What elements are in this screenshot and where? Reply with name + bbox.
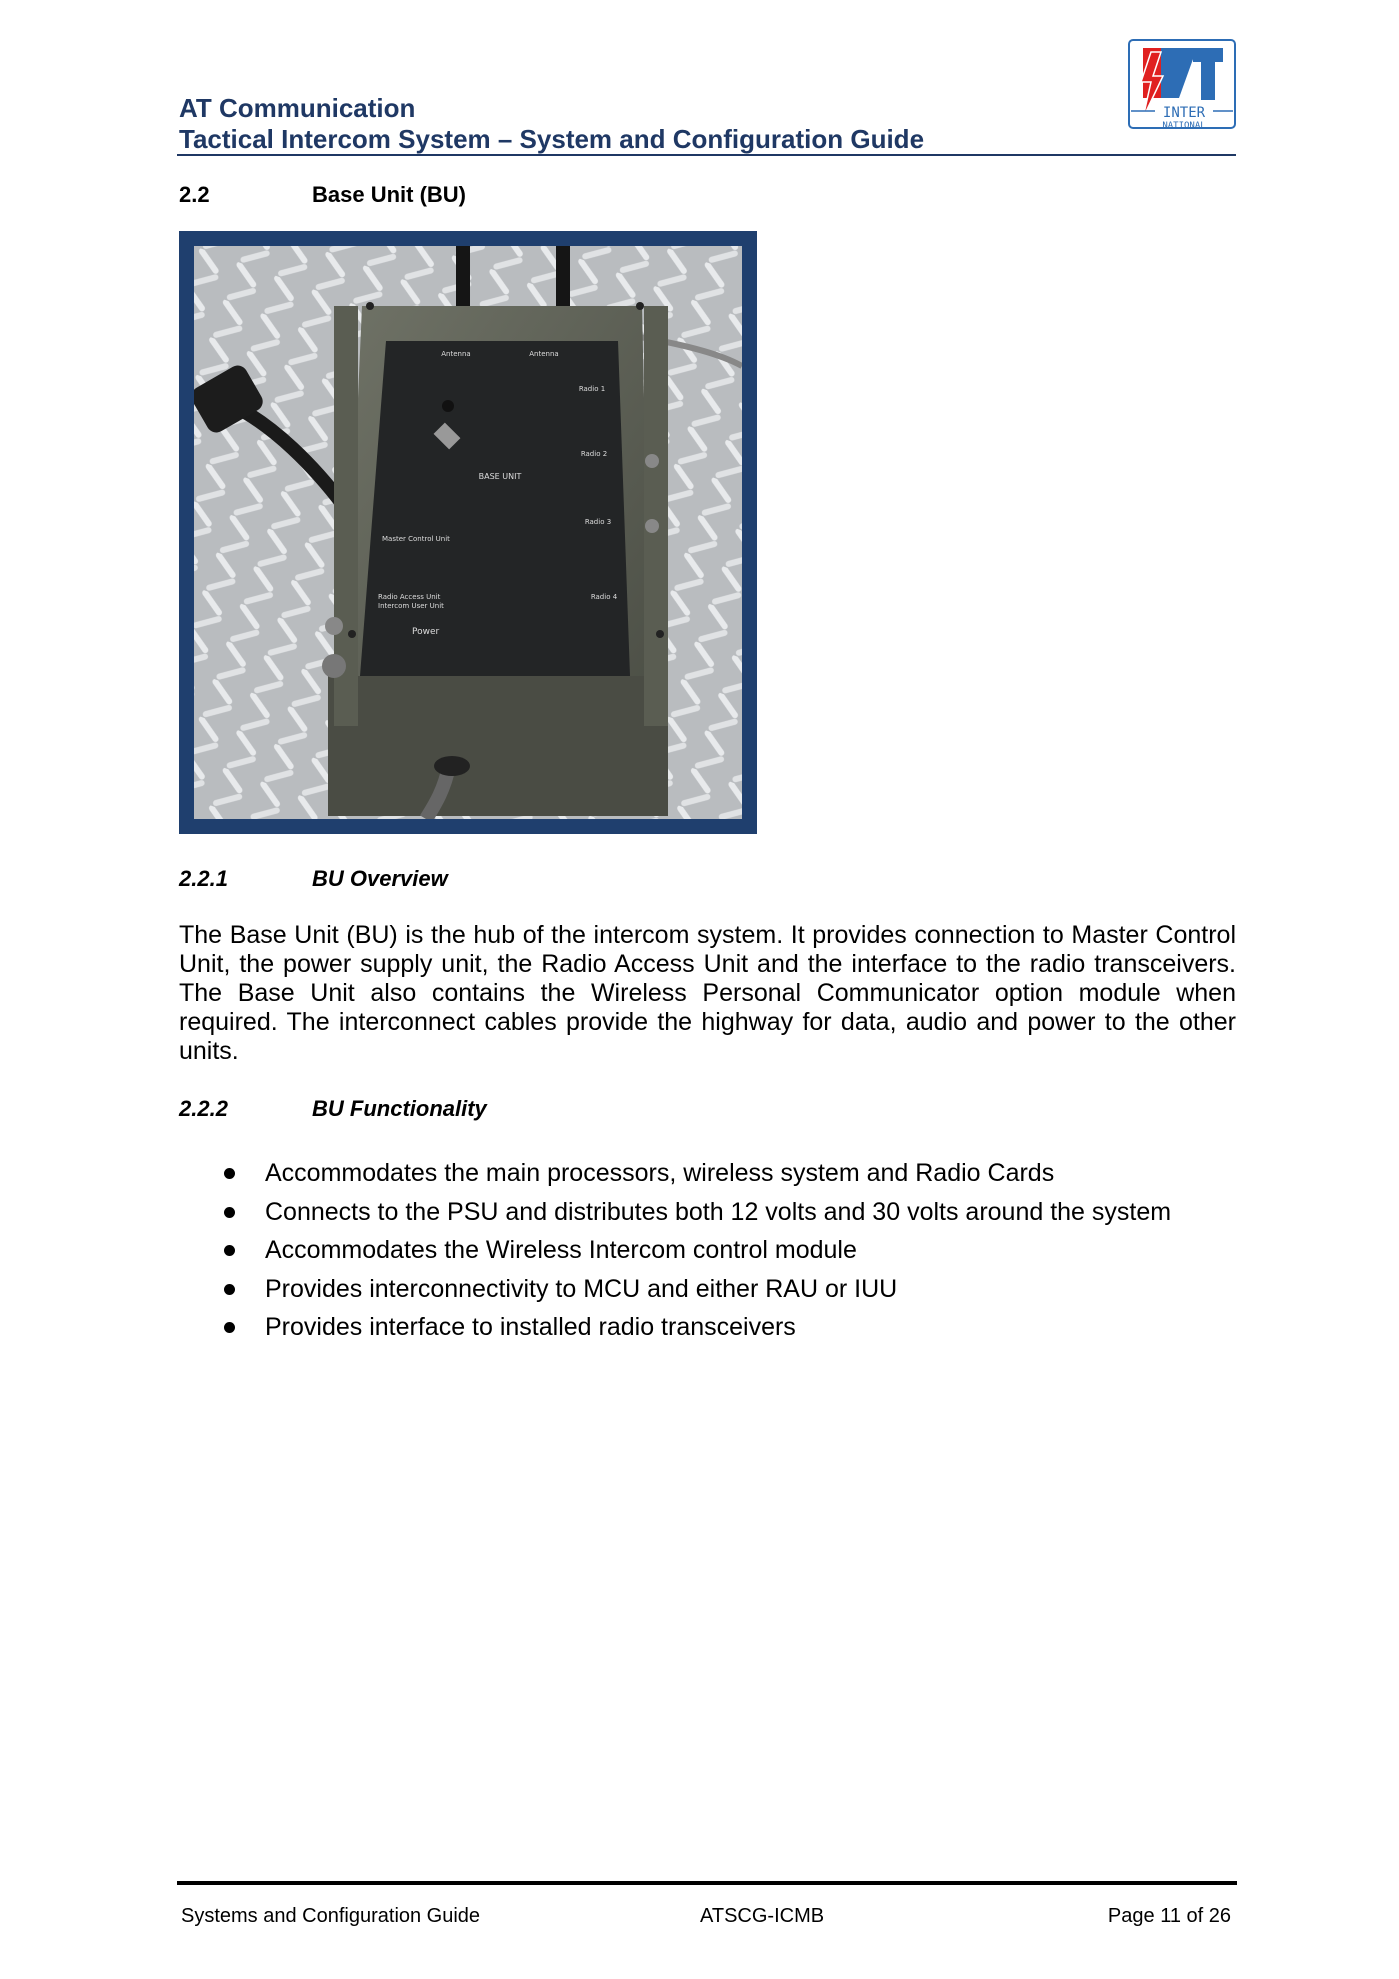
label-antenna-right: Antenna — [529, 350, 559, 358]
label-radio-access-unit: Radio Access Unit — [378, 593, 441, 601]
list-item: Provides interconnectivity to MCU and either RAU or IUU — [210, 1274, 1171, 1313]
base-unit-illustration — [194, 246, 742, 819]
label-antenna-left: Antenna — [441, 350, 471, 358]
header-rule — [177, 154, 1236, 156]
label-base-unit: BASE UNIT — [478, 472, 522, 481]
section-title: Base Unit (BU) — [312, 182, 467, 207]
overview-number: 2.2.1 — [179, 866, 228, 891]
list-item: Accommodates the main processors, wireless system and Radio Cards — [210, 1158, 1171, 1197]
list-item: Accommodates the Wireless Intercom control module — [210, 1235, 1171, 1274]
label-intercom-user-unit: Intercom User Unit — [378, 602, 444, 610]
bullet-icon — [224, 1245, 235, 1256]
logo-text-national: NATIONAL — [1162, 121, 1206, 131]
base-unit-photo-frame — [179, 231, 757, 834]
label-radio-2: Radio 2 — [580, 450, 608, 458]
footer-center: ATSCG-ICMB — [700, 1905, 825, 1927]
footer-left: Systems and Configuration Guide — [181, 1905, 481, 1927]
functionality-list — [210, 1158, 1171, 1351]
overview-paragraph: The Base Unit (BU) is the hub of the intercom system. It provides connection to Master Control Unit, the power supply unit, the Radio Access Unit and the interface to the radio transceivers. The Base Unit also contains the Wireless Personal Communicator option module when required. The interconnect cables provide the highway for data, audio and power to the other units. — [179, 921, 1236, 1065]
bullet-icon — [224, 1284, 235, 1295]
header-title: Tactical Intercom System – System and Configuration Guide — [179, 124, 925, 154]
label-power: Power — [412, 627, 440, 637]
bullet-icon — [224, 1207, 235, 1218]
section-number: 2.2 — [179, 182, 210, 207]
functionality-title: BU Functionality — [312, 1096, 487, 1121]
label-master-control-unit: Master Control Unit — [382, 535, 450, 543]
list-item: Connects to the PSU and distributes both 12 volts and 30 volts around the system — [210, 1197, 1171, 1236]
footer-page-number: Page 11 of 26 — [1107, 1905, 1231, 1927]
overview-title: BU Overview — [312, 866, 448, 891]
label-radio-1: Radio 1 — [578, 385, 606, 393]
list-item: Provides interface to installed radio transceivers — [210, 1312, 1171, 1351]
base-unit-photo — [194, 246, 742, 819]
bullet-icon — [224, 1322, 235, 1333]
label-radio-3: Radio 3 — [584, 518, 612, 526]
logo-text-inter: INTER — [1162, 105, 1206, 121]
label-radio-4: Radio 4 — [590, 593, 618, 601]
bullet-icon — [224, 1168, 235, 1179]
header-company: AT Communication — [179, 93, 416, 123]
footer-rule — [177, 1881, 1237, 1885]
functionality-number: 2.2.2 — [179, 1096, 228, 1121]
at-international-logo — [1127, 38, 1237, 134]
